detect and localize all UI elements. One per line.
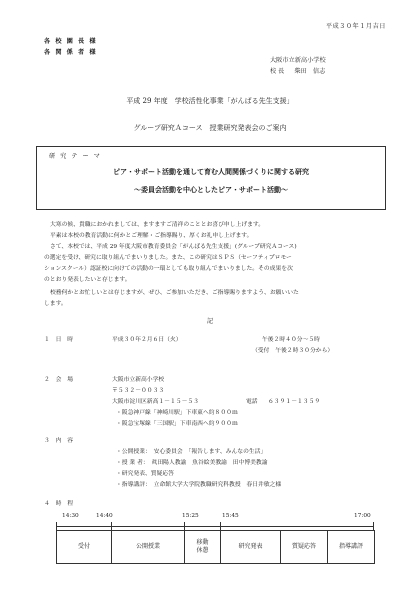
content-item: ・指導講評： 立命館大学大学院教職研究科教授 春日井敏之様 <box>116 482 282 488</box>
research-theme: ピア・サポート活動を通して育む人間関係づくりに関する研究 <box>113 167 309 176</box>
date-time: 午後２時４０分～５時 <box>262 337 320 343</box>
timeline-tick <box>373 522 374 530</box>
timeline-axis <box>56 526 374 527</box>
schedule-table <box>56 530 375 564</box>
venue-phone: ６３９１－１３５９ <box>268 399 321 405</box>
schedule-cell: 受付 <box>57 531 112 564</box>
ki-marker: 記 <box>206 318 214 325</box>
timeline-tick <box>220 522 221 530</box>
recipient-line-2: 各 関 係 者 様 <box>44 49 98 56</box>
schedule-cell: 研究発表 <box>221 531 281 564</box>
date-reception: （受付 午後２時３０分から） <box>252 348 334 354</box>
research-subtheme: ～委員会活動を中心としたピア・サポート活動～ <box>134 185 288 194</box>
title-line-2: グループ研究Ａコース 授業研究発表会のご案内 <box>133 124 287 132</box>
body-paragraph-line: 大寒の候、貴職におかれましては、ますますご清祥のこととお喜び申し上げます。 <box>50 222 265 228</box>
body-paragraph-line: します。 <box>44 301 67 307</box>
venue-access-2: ・阪急宝塚線「三国駅」下車南西へ約９００ｍ <box>116 421 238 427</box>
body-paragraph-line: のとおり発表したいと存じます。 <box>44 277 131 283</box>
venue-phone-label: 電話 <box>246 399 258 405</box>
body-paragraph-line: 平素は本校の教育活動に何かとご理解・ご指導賜り、厚くお礼申し上げます。 <box>50 233 253 239</box>
date-label: １ 日 時 <box>44 337 73 343</box>
venue-postal: 〒５３２－００３３ <box>112 388 165 394</box>
content-item: ・研究発表、質疑応答 <box>116 471 174 477</box>
schedule-label: ４ 時 程 <box>44 501 73 507</box>
title-line-1: 平成 29 年度 学校活性化事業「がんばる先生支援」 <box>126 97 294 105</box>
sender-signature <box>270 68 335 76</box>
time-label: 17:00 <box>354 513 371 519</box>
content-item: ・授 業 者： 眞田陽人教諭 魚谷絵美教諭 田中博美教諭 <box>116 460 268 466</box>
venue-address: 大阪市淀川区新高１－１５－５３ <box>112 399 199 405</box>
sender-name: 柴田 信志 <box>294 68 326 75</box>
time-label: 15:45 <box>222 513 239 519</box>
body-paragraph-line: 校務何かとお忙しいとは存じますが、ぜひ、ご参加いただき、ご指導賜りますよう、お願いいた <box>50 290 299 296</box>
body-paragraph-line: の選定を受け、研究に取り組んでまいりました。また、この研究はＳＰＳ（セーフティプロモー <box>44 255 292 261</box>
recipient-line-1: 各 校 園 長 様 <box>44 38 98 45</box>
schedule-cell: 指導講評 <box>328 531 375 564</box>
content-item: ・公開授業： 安心委員会 「報告します、みんなの生活」 <box>116 449 267 455</box>
timeline-tick <box>111 522 112 530</box>
date-value: 平成３０年２月６日（火） <box>112 337 182 343</box>
content-label: ３ 内 容 <box>44 438 73 444</box>
venue-access-1: ・阪急神戸線「神崎川駅」下車東へ約８００ｍ <box>116 410 238 416</box>
time-label: 14:30 <box>62 513 79 519</box>
document-date: 平成３０年１月吉日 <box>325 23 386 30</box>
time-label: 15:25 <box>182 513 199 519</box>
research-theme-label: 研 究 テ ー マ <box>49 153 102 160</box>
sender-title: 校 長 <box>270 68 285 75</box>
venue-name: 大阪市立新高小学校 <box>112 377 165 383</box>
schedule-cell: 移動 休憩 <box>185 531 221 564</box>
table-row <box>57 531 375 564</box>
venue-label: ２ 会 場 <box>44 377 73 383</box>
timeline-tick <box>184 522 185 530</box>
schedule-cell: 質疑応答 <box>281 531 328 564</box>
schedule-cell: 公開授業 <box>112 531 185 564</box>
body-paragraph-line: ションスクール）認証校に向けての活動の一環としても取り組んでまいりました。その成果を次 <box>44 266 293 272</box>
timeline-tick <box>56 522 57 530</box>
body-paragraph-line: さて、本校では、平成 29 年度大阪市教育委員会「がんばる先生支援」(グループ研究Ａコース) <box>50 244 297 250</box>
time-label: 14:40 <box>96 513 113 519</box>
sender-organization: 大阪市立新高小学校 <box>270 57 326 64</box>
research-theme-box <box>36 146 386 210</box>
